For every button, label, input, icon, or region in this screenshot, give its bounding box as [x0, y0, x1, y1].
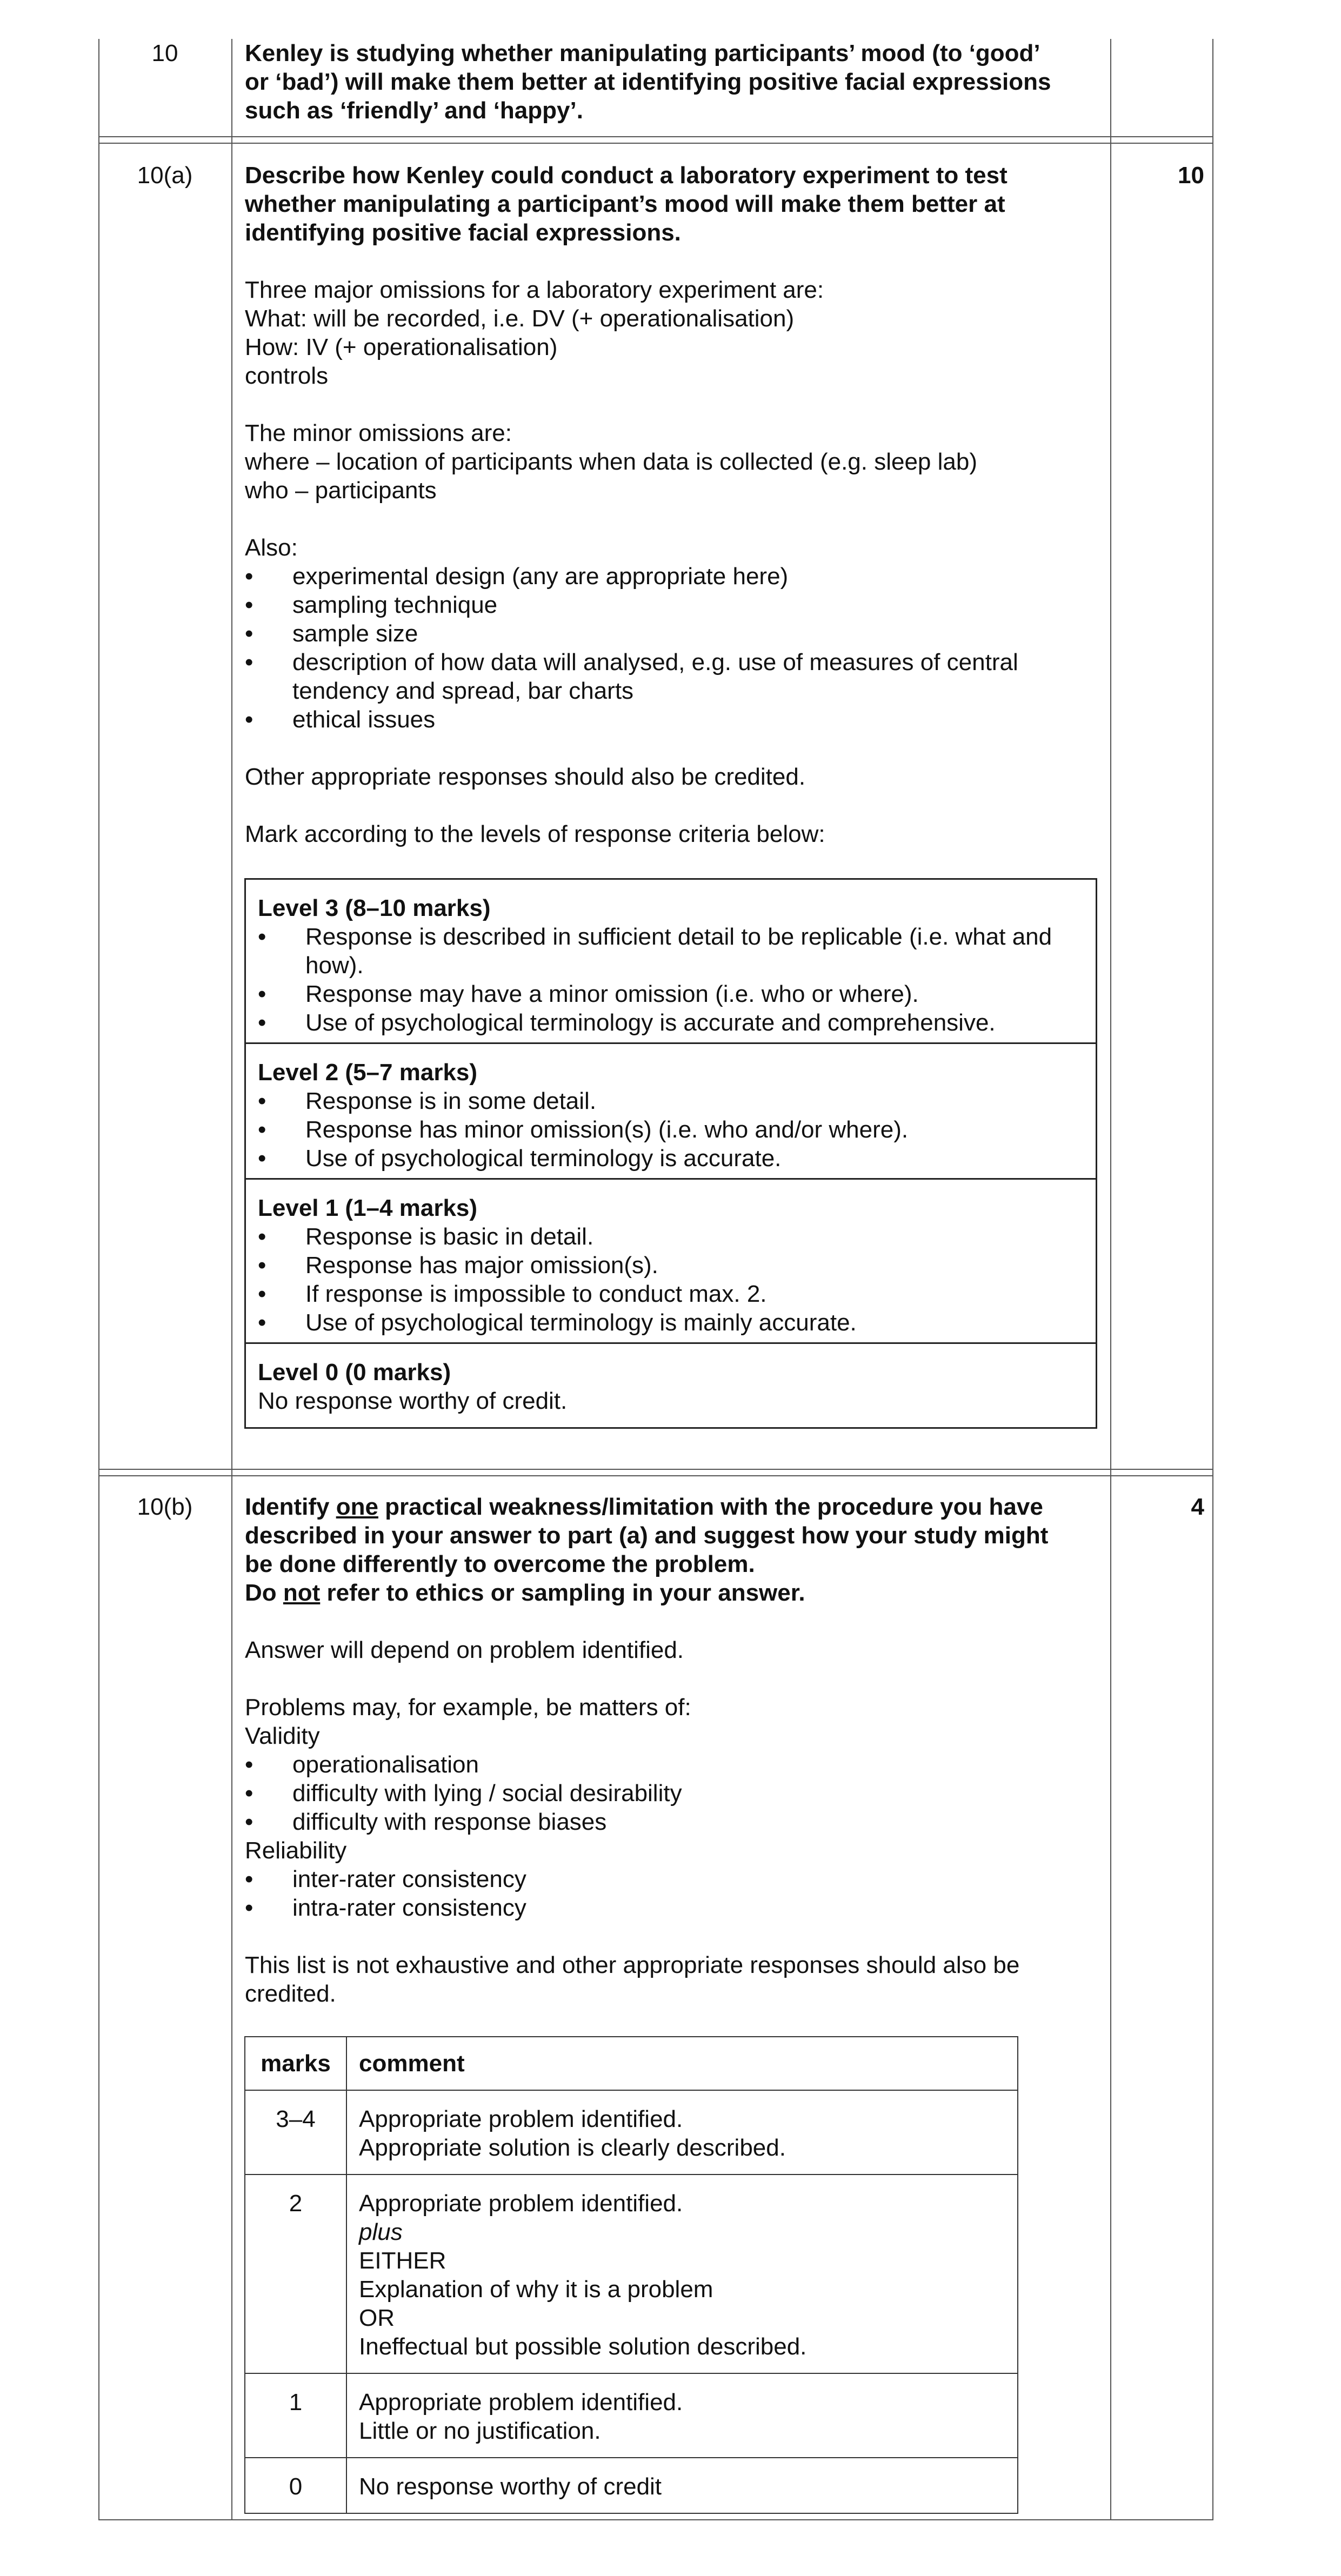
list-item-text: difficulty with response biases [292, 1809, 607, 1835]
question-fragment: practical weakness/limitation with the procedure you have [378, 1494, 1043, 1520]
level-title: Level 0 (0 marks) [258, 1359, 451, 1386]
table-row [245, 2458, 1018, 2513]
problems-intro: Problems may, for example, be matters of: [245, 1694, 691, 1721]
not-exhaustive-note: This list is not exhaustive and other appropriate responses should also be [245, 1952, 1020, 1978]
level-1-block [246, 1180, 1096, 1344]
list-item-text: Use of psychological terminology is accurate and comprehensive. [305, 1009, 996, 1036]
bullet-icon: • [245, 1866, 253, 1892]
bullet-icon: • [245, 563, 253, 590]
list-item [245, 705, 1088, 734]
list-item-text: Response is in some detail. [305, 1088, 597, 1114]
stem-line: or ‘bad’) will make them better at identifying positive facial expressions [245, 69, 1051, 95]
table-cell-comment [346, 2090, 1018, 2174]
list-item-text: Use of psychological terminology is mainly accurate. [305, 1309, 857, 1336]
list-item-text: ethical issues [292, 706, 436, 733]
question-line: whether manipulating a participant’s mood will make them better at [245, 191, 1005, 217]
bullet-icon: • [245, 1809, 253, 1835]
list-item-text: Response may have a minor omission (i.e. who or where). [305, 981, 919, 1007]
comment-line: Explanation of why it is a problem [359, 2276, 713, 2303]
bullet-icon: • [245, 1751, 253, 1778]
levels-of-response-box [244, 878, 1097, 1429]
table-cell-marks: 1 [245, 2373, 346, 2458]
question-fragment: refer to ethics or sampling in your answer. [320, 1580, 805, 1606]
table-cell-marks: 2 [245, 2174, 346, 2373]
question-line: be done differently to overcome the problem. [245, 1551, 755, 1577]
bullet-icon: • [245, 1780, 253, 1806]
list-item-text: Response is described in sufficient detail to be replicable (i.e. what and how). [305, 924, 1052, 979]
table-cell-marks: 0 [245, 2458, 346, 2513]
list-item [258, 1115, 1084, 1144]
list-item [245, 591, 1088, 619]
major-omission-item: How: IV (+ operationalisation) [245, 334, 558, 360]
list-item [245, 1779, 1088, 1808]
minor-omissions-intro: The minor omissions are: [245, 420, 512, 446]
bullet-icon: • [258, 981, 266, 1007]
bullet-icon: • [258, 1145, 266, 1172]
marks-value: 10 [1178, 162, 1204, 189]
list-item-text: Response has minor omission(s) (i.e. who and/or where). [305, 1116, 909, 1143]
table-left-border [98, 39, 99, 2520]
emphasis-not: not [283, 1580, 321, 1606]
question-line: Describe how Kenley could conduct a laboratory experiment to test [245, 162, 1008, 189]
question-stem [245, 39, 1088, 125]
level-text: No response worthy of credit. [258, 1388, 568, 1414]
bullet-icon: • [245, 649, 253, 675]
list-item [258, 1280, 1084, 1308]
question-column-divider [231, 39, 232, 2520]
table-cell-comment [346, 2458, 1018, 2513]
table-cell-comment [346, 2174, 1018, 2373]
mark-according-note: Mark according to the levels of response criteria below: [245, 821, 825, 847]
list-item-text: description of how data will analysed, e.g. use of measures of central tendency and spread, bar charts [292, 649, 1018, 704]
list-item [245, 648, 1087, 705]
question-line [245, 1493, 1088, 1521]
bullet-icon: • [245, 620, 253, 647]
comment-line: Little or no justification. [359, 2418, 601, 2444]
table-header: comment [346, 2037, 1018, 2090]
level-0-block [246, 1344, 1096, 1427]
bullet-icon: • [245, 706, 253, 733]
level-3-block [246, 880, 1096, 1044]
table-cell-comment [346, 2373, 1018, 2458]
list-item [245, 1808, 1088, 1836]
major-omission-item: controls [245, 363, 329, 389]
list-item [258, 1251, 1084, 1280]
q10a-content [245, 161, 1088, 848]
table-bottom-border [98, 2519, 1213, 2520]
stem-line: such as ‘friendly’ and ‘happy’. [245, 97, 583, 124]
list-item [245, 1865, 1088, 1893]
table-row [245, 2373, 1018, 2458]
row-separator [98, 136, 1213, 144]
list-item-text: sample size [292, 620, 418, 647]
major-omissions-intro: Three major omissions for a laboratory experiment are: [245, 277, 824, 303]
bullet-icon: • [258, 1281, 266, 1307]
bullet-icon: • [258, 1009, 266, 1036]
question-line [245, 1578, 1088, 1607]
question-text [245, 161, 1088, 247]
bullet-icon: • [258, 1088, 266, 1114]
also-label: Also: [245, 534, 298, 561]
list-item-text: difficulty with lying / social desirability [292, 1780, 682, 1806]
list-item-text: intra-rater consistency [292, 1895, 526, 1921]
marks-table [244, 2036, 1018, 2514]
list-item-text: Use of psychological terminology is accurate. [305, 1145, 782, 1172]
question-number: 10 [151, 40, 178, 66]
bullet-icon: • [245, 1895, 253, 1921]
list-item [245, 619, 1088, 648]
table-header: marks [245, 2037, 346, 2090]
list-item [258, 980, 1084, 1008]
list-item [258, 1222, 1084, 1251]
list-item [245, 1750, 1088, 1779]
list-item [258, 922, 1084, 980]
validity-label: Validity [245, 1723, 320, 1749]
level-title: Level 2 (5–7 marks) [258, 1059, 478, 1086]
list-item [258, 1008, 1084, 1037]
question-line: described in your answer to part (a) and suggest how your study might [245, 1522, 1049, 1549]
comment-line: Appropriate problem identified. [359, 2389, 683, 2416]
table-row [245, 2174, 1018, 2373]
bullet-icon: • [258, 1252, 266, 1279]
minor-omission-item: who – participants [245, 477, 437, 504]
bullet-icon: • [258, 1223, 266, 1250]
comment-line: plus [359, 2219, 403, 2245]
level-title: Level 3 (8–10 marks) [258, 895, 491, 921]
marks-value: 4 [1191, 1494, 1204, 1520]
minor-omission-item: where – location of participants when data is collected (e.g. sleep lab) [245, 449, 977, 475]
comment-line: Appropriate problem identified. [359, 2190, 683, 2217]
list-item [258, 1087, 1084, 1115]
other-credit-note: Other appropriate responses should also be credited. [245, 764, 806, 790]
bullet-icon: • [258, 1309, 266, 1336]
comment-line: Ineffectual but possible solution described. [359, 2333, 807, 2360]
question-fragment: Do [245, 1580, 283, 1606]
question-line: identifying positive facial expressions. [245, 219, 681, 246]
list-item-text: experimental design (any are appropriate here) [292, 563, 789, 590]
not-exhaustive-note: credited. [245, 1980, 336, 2007]
table-right-border [1212, 39, 1213, 2520]
answer-note: Answer will depend on problem identified. [245, 1637, 684, 1663]
bullet-icon: • [245, 592, 253, 618]
list-item [245, 1893, 1088, 1922]
row-separator [98, 1469, 1213, 1476]
comment-line: EITHER [359, 2247, 446, 2274]
level-2-block [246, 1044, 1096, 1180]
emphasis-one: one [336, 1494, 378, 1520]
question-fragment: Identify [245, 1494, 336, 1520]
list-item [245, 562, 1088, 591]
question-text [245, 1493, 1088, 1607]
marks-column-divider [1110, 39, 1111, 2520]
bullet-icon: • [258, 924, 266, 950]
reliability-label: Reliability [245, 1837, 347, 1864]
list-item-text: Response is basic in detail. [305, 1223, 594, 1250]
comment-line: OR [359, 2305, 395, 2331]
list-item-text: operationalisation [292, 1751, 479, 1778]
list-item-text: inter-rater consistency [292, 1866, 526, 1892]
comment-line: No response worthy of credit [359, 2473, 662, 2500]
bullet-icon: • [258, 1116, 266, 1143]
q10b-content [245, 1493, 1088, 2008]
table-row [245, 2090, 1018, 2174]
question-number: 10(a) [137, 162, 193, 189]
list-item-text: sampling technique [292, 592, 498, 618]
list-item-text: Response has major omission(s). [305, 1252, 658, 1279]
table-header-row [245, 2037, 1018, 2090]
list-item [258, 1308, 1084, 1337]
question-number: 10(b) [137, 1494, 193, 1520]
level-title: Level 1 (1–4 marks) [258, 1195, 478, 1221]
table-cell-marks: 3–4 [245, 2090, 346, 2174]
stem-line: Kenley is studying whether manipulating participants’ mood (to ‘good’ [245, 40, 1040, 66]
list-item [258, 1144, 1084, 1173]
comment-line: Appropriate solution is clearly described. [359, 2135, 786, 2161]
comment-line: Appropriate problem identified. [359, 2106, 683, 2132]
list-item-text: If response is impossible to conduct max. 2. [305, 1281, 767, 1307]
major-omission-item: What: will be recorded, i.e. DV (+ operationalisation) [245, 305, 795, 332]
